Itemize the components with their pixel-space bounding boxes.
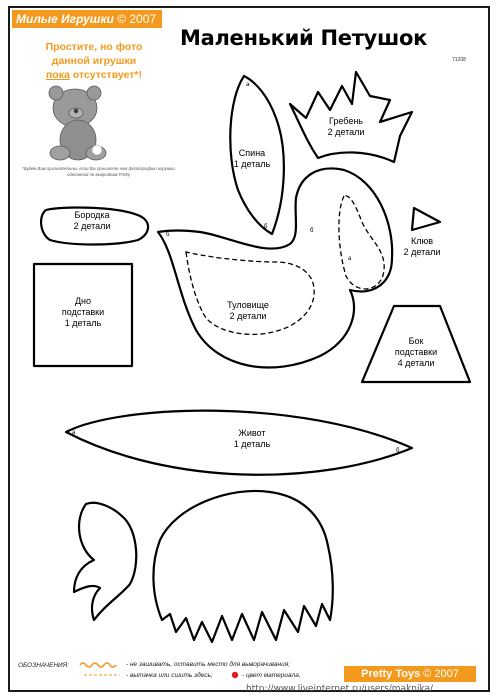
piece-klyuv-outline (412, 208, 440, 230)
brand-year: © 2007 (117, 12, 157, 26)
point-b-body: б (166, 232, 170, 238)
label-greben-count: 2 детали (327, 127, 365, 137)
label-spina (212, 148, 292, 170)
label-bok-count: 4 детали (397, 358, 435, 368)
legend-item-3: - цвет материала. (242, 672, 301, 679)
label-borodka (52, 210, 132, 232)
piece-wing-outline (74, 503, 136, 620)
notice-line-3-underlined: пока (45, 69, 70, 81)
label-bok (376, 336, 456, 369)
label-greben-name: Гребень (329, 116, 363, 126)
label-bok-name: Бок (408, 336, 424, 346)
notice-line-2: данной игрушки (51, 55, 137, 67)
legend-label (18, 662, 69, 669)
bear-footnote-line-1: *Будем Вам признательны, если Вы пришлете нам фотографию игрушки, (22, 166, 176, 171)
label-dno-count: 1 деталь (64, 318, 102, 328)
point-b-zhivot: б (396, 448, 400, 454)
label-dno-sub: подставки (61, 307, 105, 317)
label-greben (306, 116, 386, 138)
point-a-body: а (348, 256, 352, 262)
label-dno-name: Дно (74, 296, 92, 306)
legend-title: ОБОЗНАЧЕНИЯ: (18, 662, 69, 669)
label-dno (43, 296, 123, 329)
label-zhivot-name: Живот (238, 428, 266, 438)
page-title: Маленький Петушок (180, 26, 428, 50)
piece-tail-outline (153, 491, 332, 642)
source-url: http://www.liveinternet.ru/users/maknika/ (246, 684, 434, 694)
label-klyuv-name: Клюв (410, 236, 434, 246)
point-a-spina: а (246, 82, 250, 88)
brand-bottom-name: Pretty Toys (361, 668, 421, 680)
label-tulovishche (208, 300, 288, 322)
legend-item-1: - не зашивать, оставить место для выворачивания; (126, 661, 291, 668)
label-borodka-name: Бородка (74, 210, 110, 220)
notice-line-3: отсутствует*! (69, 69, 143, 81)
notice-line-1: Простите, но фото (45, 41, 143, 53)
label-klyuv-count: 2 детали (403, 247, 441, 257)
brand-bottom-year: © 2007 (423, 668, 459, 680)
legend-item-2: - вытачка или сшить здесь; (126, 672, 213, 679)
point-v-body: б (310, 228, 314, 234)
label-bok-sub: подставки (394, 347, 438, 357)
label-spina-name: Спина (238, 148, 266, 158)
label-zhivot-count: 1 деталь (233, 439, 271, 449)
pattern-code: 71208 (452, 57, 466, 63)
label-tulovishche-count: 2 детали (229, 311, 267, 321)
brand-logo-bottom (344, 666, 476, 682)
brand-name: Милые Игрушки (16, 12, 114, 26)
bear-footnote-line-2: сделанной по выкройкам Pretty. (67, 172, 131, 177)
label-borodka-count: 2 детали (73, 221, 111, 231)
label-klyuv (382, 236, 462, 258)
point-a-zhivot: а (72, 430, 76, 436)
label-tulovishche-name: Туловище (227, 300, 269, 310)
point-b-spina: б (264, 224, 268, 230)
label-zhivot (212, 428, 292, 450)
label-spina-count: 1 деталь (233, 159, 271, 169)
